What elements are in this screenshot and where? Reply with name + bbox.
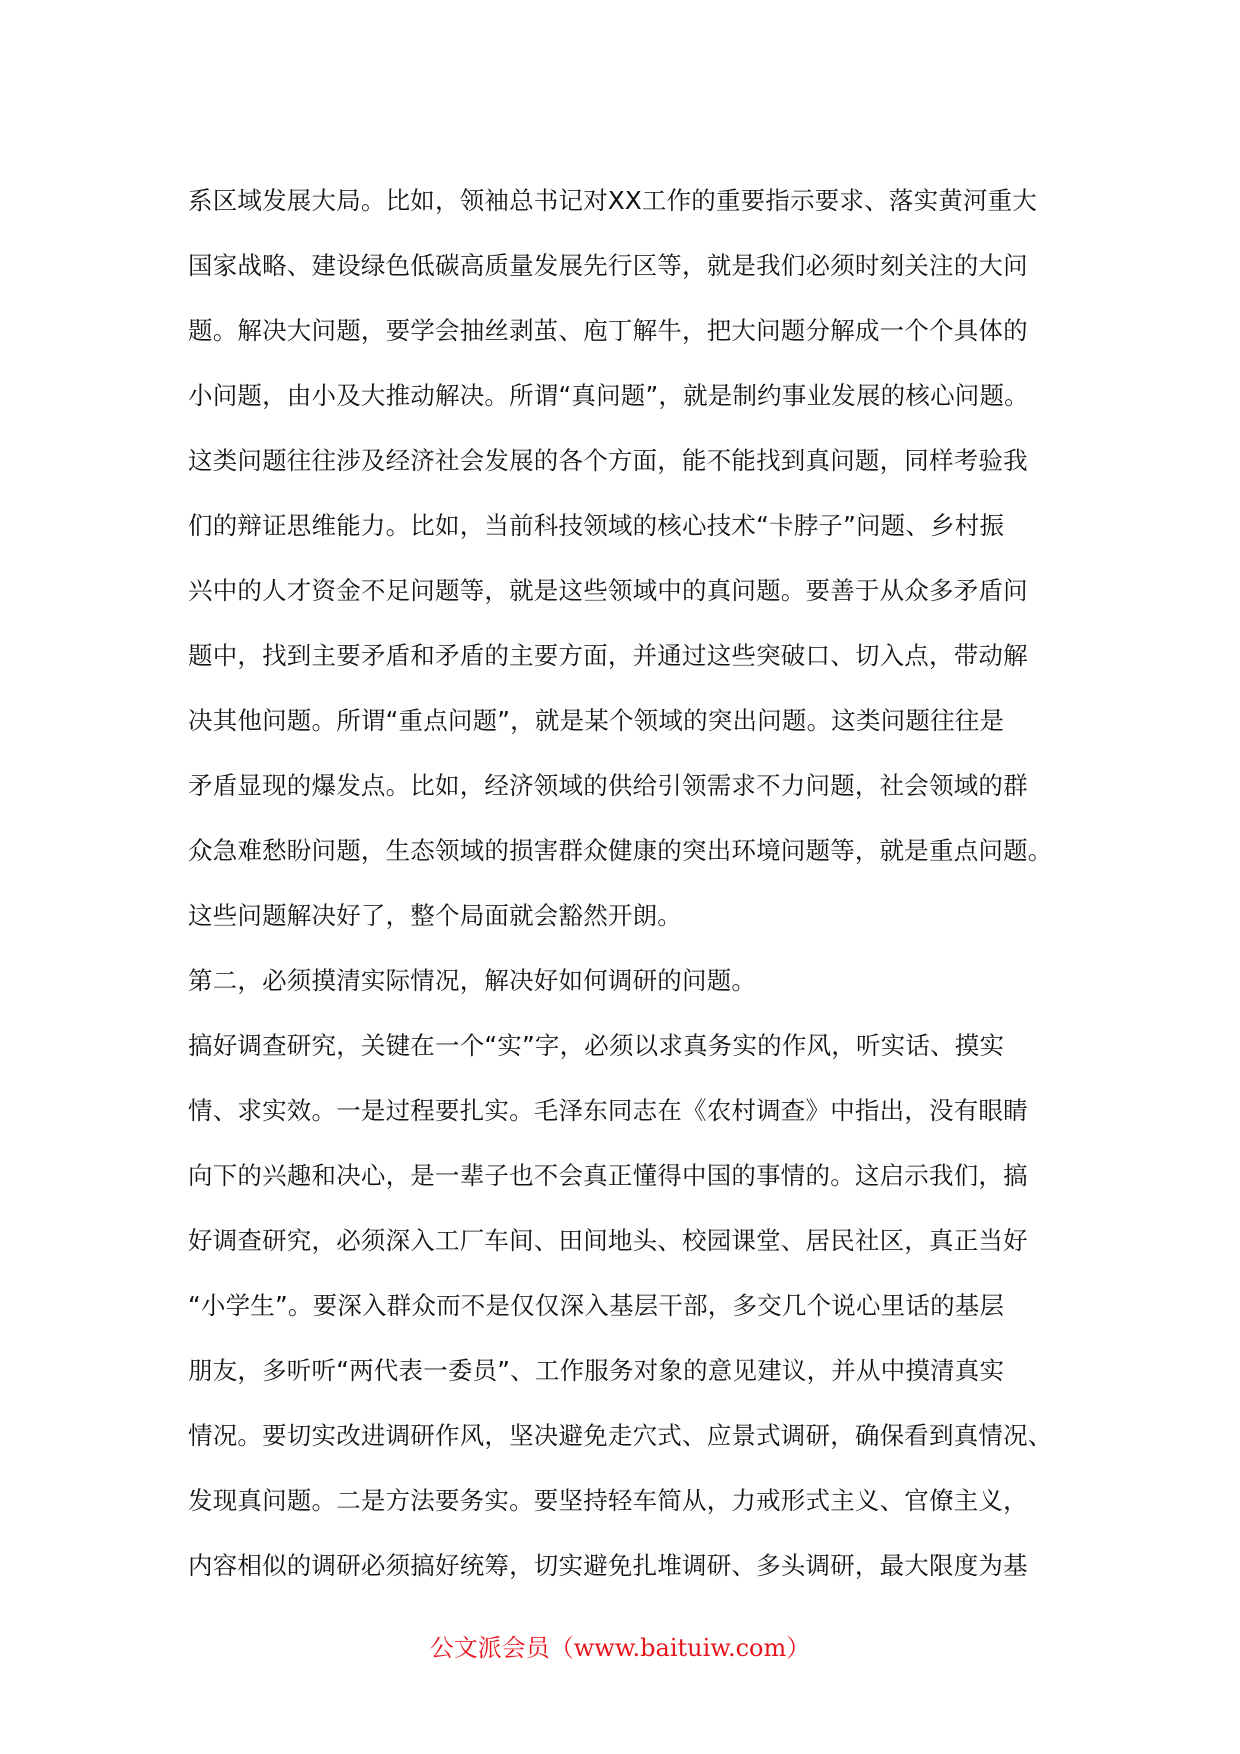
text-line-3: 题。解决大问题，要学会抽丝剥茧、庖丁解牛，把大问题分解成一个个具体的 xyxy=(188,316,1028,345)
text-line-4: 小问题，由小及大推动解决。所谓“真问题”，就是制约事业发展的核心问题。 xyxy=(188,381,1029,410)
footer-watermark xyxy=(0,1628,1240,1668)
text-line-1: 系区域发展大局。比如，领袖总书记对XX工作的重要指示要求、落实黄河重大 xyxy=(188,186,1038,215)
footer-site-name: 公文派会员 xyxy=(429,1634,550,1662)
text-line-9: 决其他问题。所谓“重点问题”，就是某个领域的突出问题。这类问题往往是 xyxy=(188,706,1005,735)
text-line-17: 好调查研究，必须深入工厂车间、田间地头、校园课堂、居民社区，真正当好 xyxy=(188,1226,1028,1255)
text-line-6: 们的辩证思维能力。比如，当前科技领域的核心技术“卡脖子”问题、乡村振 xyxy=(188,511,1005,540)
text-line-19: 朋友，多听听“两代表一委员”、工作服务对象的意见建议，并从中摸清真实 xyxy=(188,1356,1005,1385)
text-line-7: 兴中的人才资金不足问题等，就是这些领域中的真问题。要善于从众多矛盾问 xyxy=(188,576,1028,605)
footer-open-paren: （ xyxy=(549,1634,574,1662)
text-line-2: 国家战略、建设绿色低碳高质量发展先行区等，就是我们必须时刻关注的大问 xyxy=(188,251,1028,280)
text-line-14: 搞好调查研究，关键在一个“实”字，必须以求真务实的作风，听实话、摸实 xyxy=(188,1031,1005,1060)
footer-close-paren: ） xyxy=(786,1634,811,1662)
text-line-12: 这些问题解决好了，整个局面就会豁然开朗。 xyxy=(188,901,682,930)
text-line-18: “小学生”。要深入群众而不是仅仅深入基层干部，多交几个说心里话的基层 xyxy=(188,1291,1005,1320)
text-line-21: 发现真问题。二是方法要务实。要坚持轻车简从，力戒形式主义、官僚主义， xyxy=(188,1486,1028,1515)
text-line-5: 这类问题往往涉及经济社会发展的各个方面，能不能找到真问题，同样考验我 xyxy=(188,446,1028,475)
text-line-22: 内容相似的调研必须搞好统筹，切实避免扎堆调研、多头调研，最大限度为基 xyxy=(188,1551,1028,1580)
footer-url-link[interactable]: www.baituiw.com xyxy=(573,1634,787,1662)
text-line-15: 情、求实效。一是过程要扎实。毛泽东同志在《农村调查》中指出，没有眼睛 xyxy=(188,1096,1028,1125)
section-heading-2: 第二，必须摸清实际情况，解决好如何调研的问题。 xyxy=(188,966,757,995)
text-line-16: 向下的兴趣和决心，是一辈子也不会真正懂得中国的事情的。这启示我们，搞 xyxy=(188,1161,1028,1190)
text-line-20: 情况。要切实改进调研作风，坚决避免走穴式、应景式调研，确保看到真情况、 xyxy=(188,1421,1053,1450)
document-body xyxy=(188,168,1068,1598)
text-line-10: 矛盾显现的爆发点。比如，经济领域的供给引领需求不力问题，社会领域的群 xyxy=(188,771,1028,800)
text-line-11: 众急难愁盼问题，生态领域的损害群众健康的突出环境问题等，就是重点问题。 xyxy=(188,836,1053,865)
text-line-8: 题中，找到主要矛盾和矛盾的主要方面，并通过这些突破口、切入点，带动解 xyxy=(188,641,1028,670)
